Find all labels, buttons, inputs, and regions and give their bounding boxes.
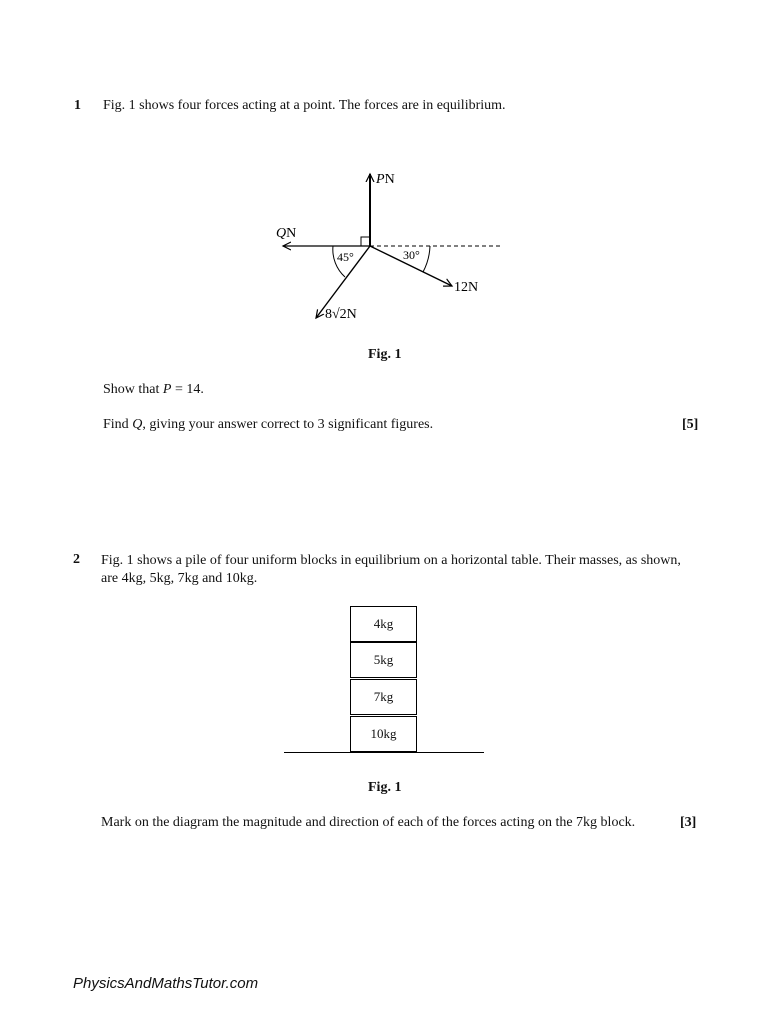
q2-number: 2 <box>73 552 80 567</box>
table-surface-line <box>284 752 484 753</box>
right-angle-marker <box>361 237 370 246</box>
q1-number: 1 <box>74 98 81 113</box>
label-12n: 12N <box>454 280 479 295</box>
angle-arc-30 <box>423 246 430 272</box>
label-p: PN <box>376 172 395 187</box>
q2-instruction: Mark on the diagram the magnitude and direction of each of the forces acting on the 7kg block. <box>101 815 636 830</box>
block-5kg: 5kg <box>350 642 417 678</box>
q2-fig-caption: Fig. 1 <box>368 780 402 795</box>
q1-force-diagram <box>0 160 768 360</box>
label-8root2n: 8√2N <box>325 307 357 322</box>
q1-find-q: Find Q, giving your answer correct to 3 significant figures. <box>103 417 434 432</box>
q1-intro: Fig. 1 shows four forces acting at a point. The forces are in equilibrium. <box>103 98 506 113</box>
footer-source: PhysicsAndMathsTutor.com <box>73 975 259 992</box>
q1-marks: [5] <box>682 417 699 432</box>
block-4kg: 4kg <box>350 606 417 642</box>
q2-intro: Fig. 1 shows a pile of four uniform blocks in equilibrium on a horizontal table. Their masses, as shown, are 4kg, 5kg, 7kg and 10kg. <box>101 553 681 586</box>
label-q: QN <box>276 226 297 241</box>
block-10kg: 10kg <box>350 716 417 752</box>
q2-marks: [3] <box>680 815 697 830</box>
q1-fig-caption: Fig. 1 <box>368 347 402 362</box>
label-angle-45: 45° <box>337 250 354 264</box>
label-angle-30: 30° <box>403 248 420 262</box>
q1-show-that: Show that P = 14. <box>103 382 204 397</box>
block-7kg: 7kg <box>350 679 417 715</box>
